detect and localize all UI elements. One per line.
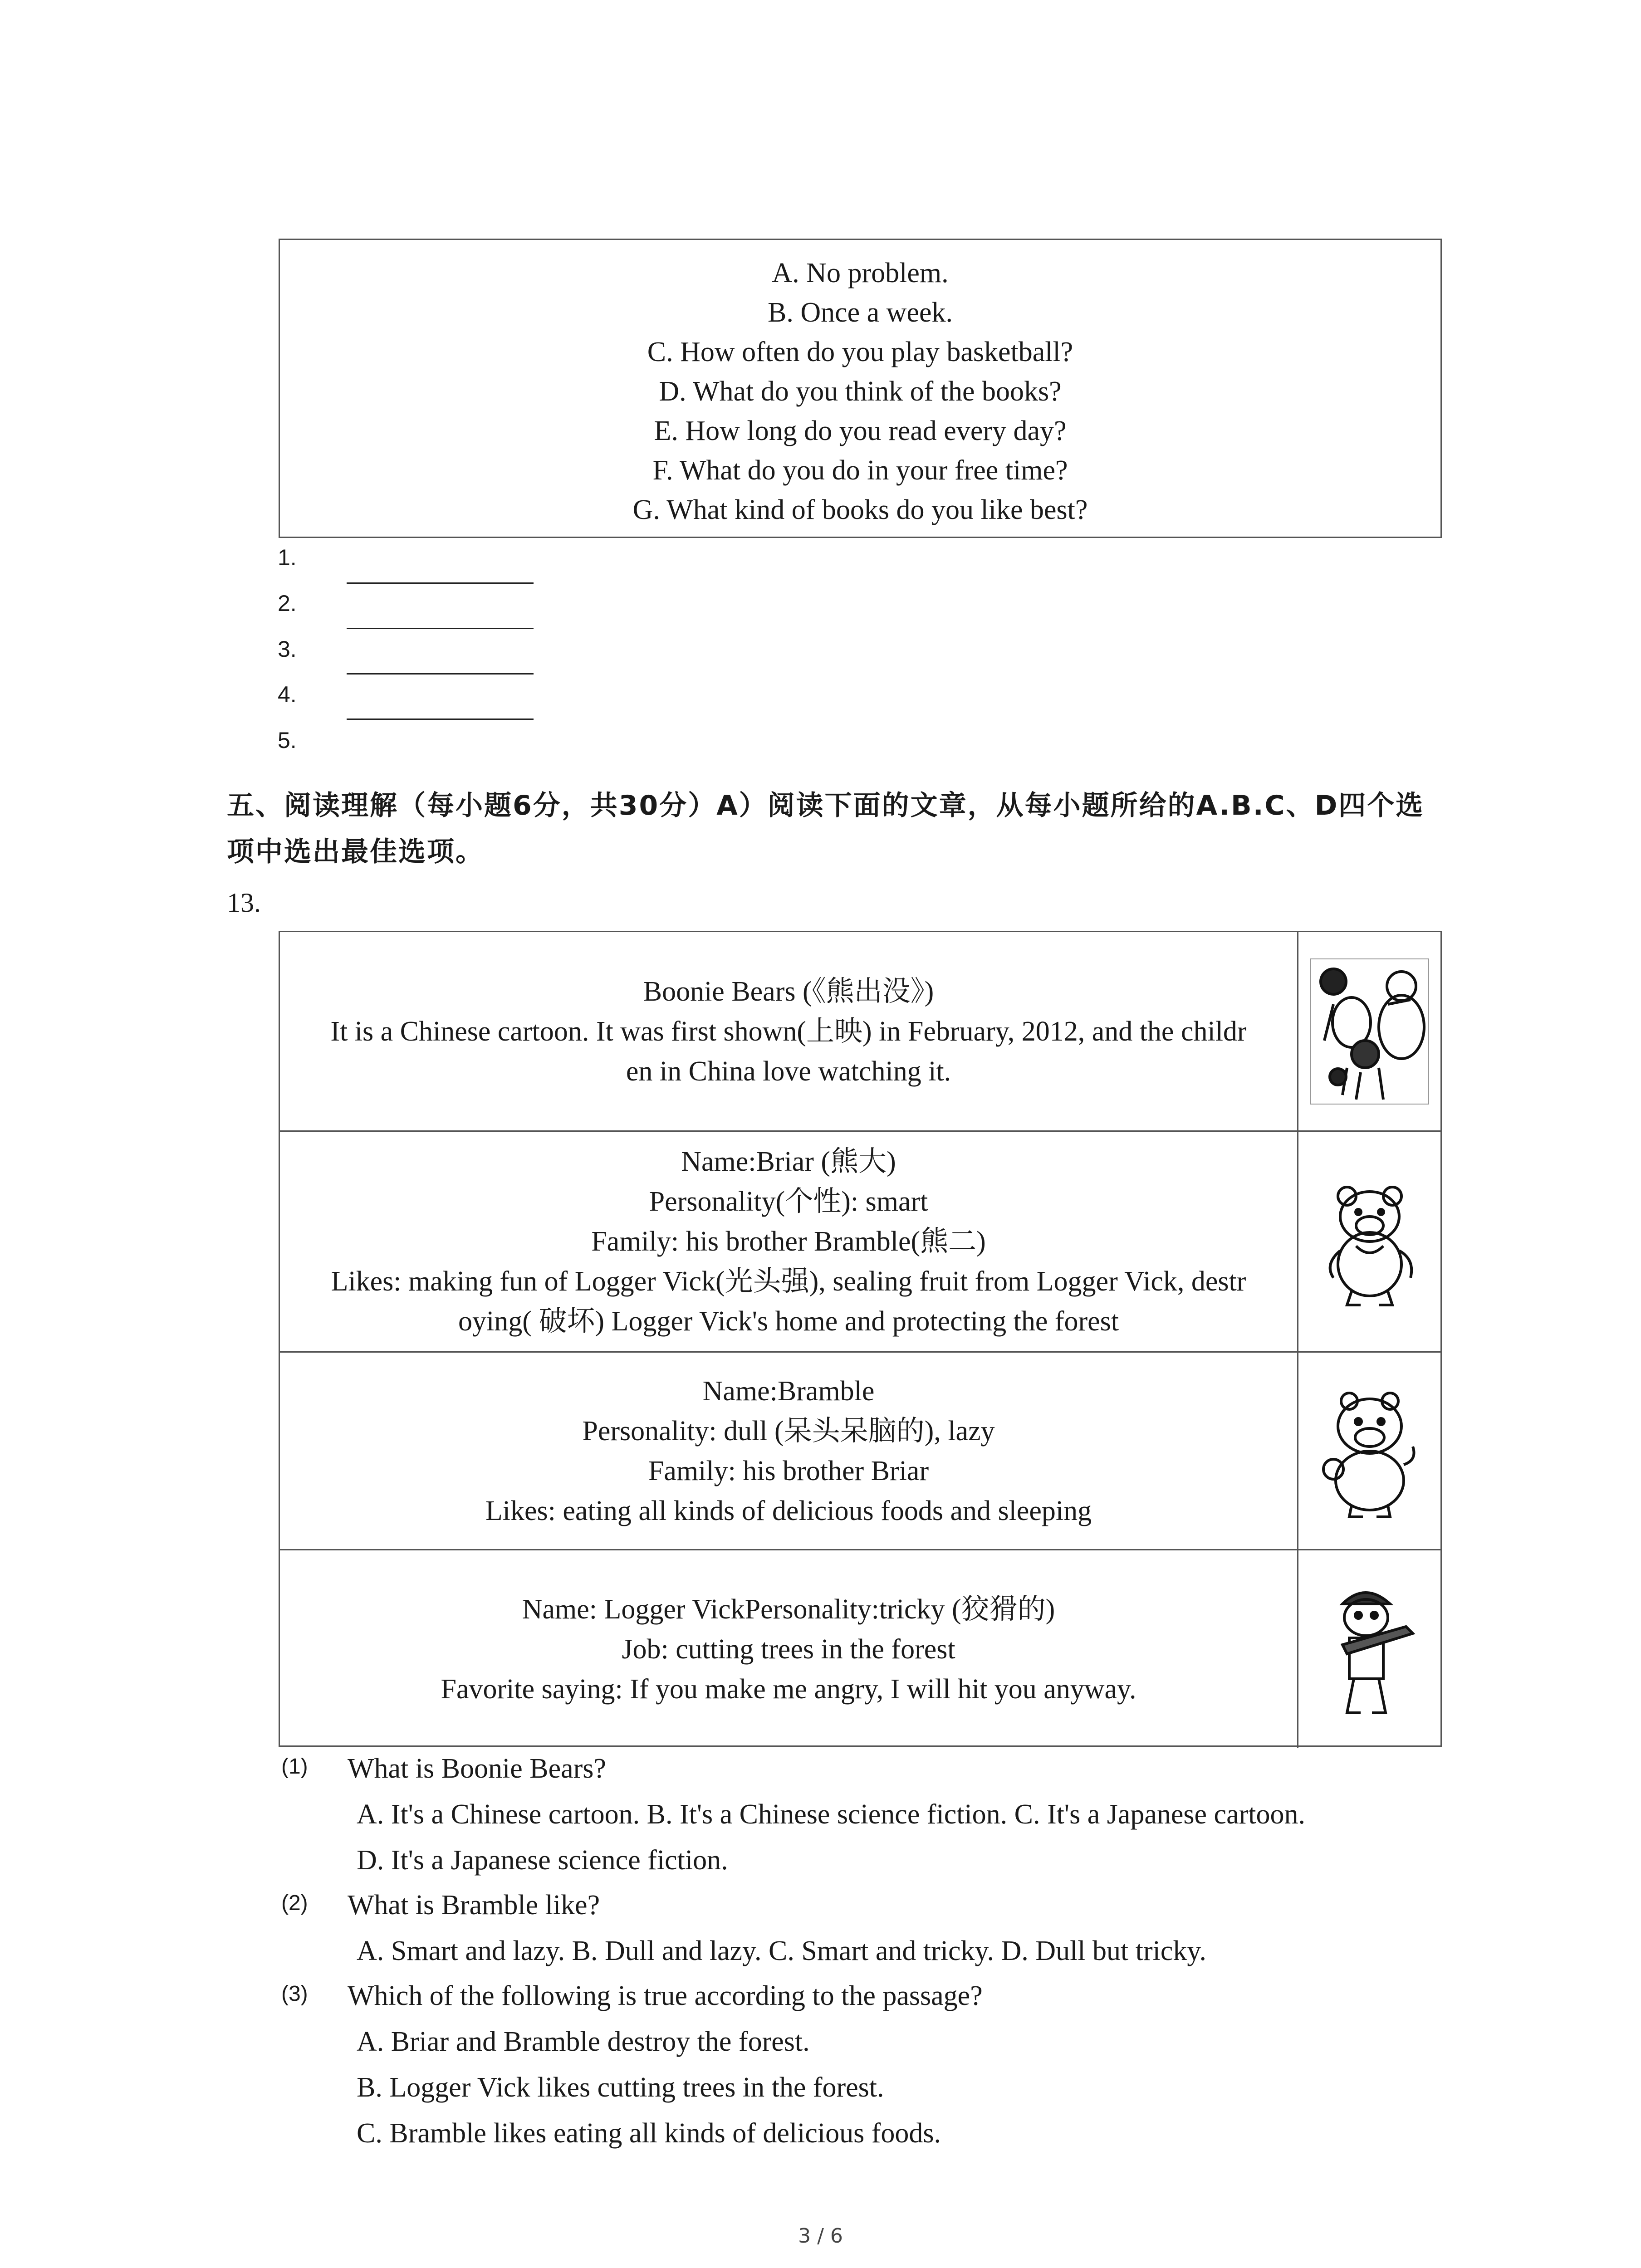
option-line: G. What kind of books do you like best?: [632, 494, 1088, 525]
row-text-cell: [280, 1132, 1297, 1351]
blank-number: 3.: [278, 636, 297, 662]
question-text: What is Bramble like?: [348, 1890, 600, 1921]
option-line: D. What do you think of the books?: [659, 376, 1062, 407]
row-line: Job: cutting trees in the forest: [622, 1634, 955, 1665]
blank-number: 1.: [278, 545, 297, 570]
question-number: 13.: [227, 888, 261, 918]
answer-option[interactable]: B. Logger Vick likes cutting trees in the forest.: [357, 2072, 884, 2103]
row-line: Name:Briar (熊大): [681, 1146, 896, 1177]
question-text: What is Boonie Bears?: [348, 1753, 606, 1784]
row-text-cell: [280, 1353, 1297, 1549]
row-line: oying( 破坏) Logger Vick's home and protecting the forest: [458, 1306, 1119, 1337]
page-number: 3 / 6: [798, 2224, 843, 2248]
row-text-cell: [280, 1550, 1297, 1748]
row-line: Family: his brother Bramble(熊二): [591, 1226, 986, 1257]
table-row: [280, 1130, 1440, 1351]
table-row: [280, 932, 1440, 1130]
row-line: en in China love watching it.: [626, 1056, 951, 1087]
row-line: Favorite saying: If you make me angry, I will hit you anyway.: [441, 1674, 1136, 1705]
table-row: [280, 1351, 1440, 1549]
answer-option[interactable]: D. It's a Japanese science fiction.: [357, 1845, 728, 1876]
answer-option[interactable]: A. Briar and Bramble destroy the forest.: [357, 2026, 810, 2057]
row-image-cell: [1297, 1132, 1440, 1351]
section-heading: 五、阅读理解（每小题6分，共30分）A）阅读下面的文章，从每小题所给的A.B.C、D四个选项中选出最佳选项。: [227, 790, 1425, 868]
question-label: (1): [281, 1755, 308, 1779]
answer-option[interactable]: A. Smart and lazy. B. Dull and lazy. C. Smart and tricky. D. Dull but tricky.: [357, 1936, 1206, 1966]
row-line: Name: Logger VickPersonality:tricky (狡猾的): [522, 1594, 1055, 1625]
briar-bear-icon: [1315, 1173, 1424, 1310]
option-line: F. What do you do in your free time?: [652, 455, 1068, 486]
option-line: B. Once a week.: [768, 297, 953, 328]
answer-blank-line[interactable]: [347, 628, 534, 629]
logger-vick-icon: [1315, 1577, 1424, 1722]
row-line: Boonie Bears (《熊出没》): [643, 976, 934, 1007]
character-info-table: [279, 931, 1442, 1747]
blank-number: 5.: [278, 728, 297, 753]
question-text: Which of the following is true according to the passage?: [348, 1980, 983, 2011]
row-line: Personality(个性): smart: [649, 1186, 928, 1217]
row-image-cell: [1297, 1353, 1440, 1549]
question-label: (3): [281, 1982, 308, 2006]
row-line: Family: his brother Briar: [648, 1455, 929, 1486]
answer-blank-line[interactable]: [347, 673, 534, 675]
question-label: (2): [281, 1891, 308, 1915]
blank-number: 2.: [278, 591, 297, 616]
bramble-bear-icon: [1315, 1383, 1424, 1519]
option-line: C. How often do you play basketball?: [647, 337, 1073, 367]
row-image-cell: [1297, 1550, 1440, 1748]
row-text-cell: [280, 932, 1297, 1130]
row-line: Personality: dull (呆头呆脑的), lazy: [582, 1415, 995, 1447]
row-line: Likes: making fun of Logger Vick(光头强), sealing fruit from Logger Vick, destr: [331, 1266, 1246, 1297]
row-image-cell: [1297, 932, 1440, 1130]
row-line: Likes: eating all kinds of delicious foods and sleeping: [485, 1495, 1092, 1526]
boonie-bears-group-icon: [1306, 950, 1433, 1113]
option-line: E. How long do you read every day?: [654, 415, 1067, 446]
option-line: A. No problem.: [772, 258, 949, 288]
answer-option[interactable]: C. Bramble likes eating all kinds of delicious foods.: [357, 2118, 941, 2149]
blank-number: 4.: [278, 682, 297, 707]
answer-option[interactable]: A. It's a Chinese cartoon. B. It's a Chinese science fiction. C. It's a Japanese cartoon.: [357, 1799, 1305, 1830]
answer-blank-line[interactable]: [347, 719, 534, 720]
row-line: Name:Bramble: [702, 1375, 875, 1407]
table-row: [280, 1549, 1440, 1748]
answer-blank-line[interactable]: [347, 582, 534, 584]
row-line: It is a Chinese cartoon. It was first shown(上映) in February, 2012, and the childr: [330, 1016, 1247, 1047]
answer-options-box: [279, 239, 1442, 538]
